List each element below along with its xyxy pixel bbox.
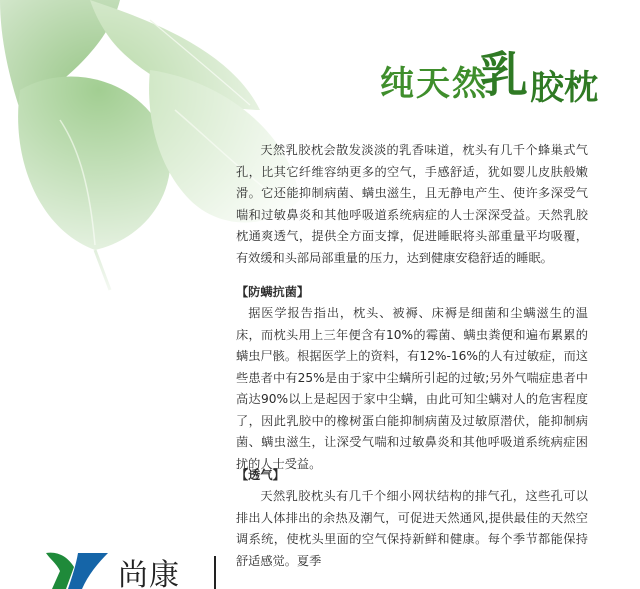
section-heading-mite: 【防螨抗菌】 <box>236 285 310 299</box>
brand-logo-text: 尚康 <box>118 558 180 589</box>
title-part1: 纯天然 <box>380 64 488 104</box>
section-body-mite: 据医学报告指出，枕头、被褥、床褥是细菌和尘螨滋生的温床，而枕头用上三年便含有10%的霉菌、螨虫粪便和遍布累累的螨虫尸骸。根据医学上的资料，有12%-16%的人有过敏症，而这些患者中有25%是由于家中尘螨所引起的过敏;另外气喘症患者中高达90%以上是起因于家中尘螨，由此可知尘螨对人的危害程度了，因此乳胶中的橡树蛋白能抑制病菌及过敏原潜伏，能抑制病菌、螨虫滋生，让深受气喘和过敏鼻炎和其他呼吸道系统病症困扰的人士受益。 <box>236 306 588 471</box>
section-heading-air: 【透气】 <box>236 468 285 482</box>
title-part2: 乳 <box>480 47 529 103</box>
product-title <box>380 30 620 120</box>
section-body-air: 天然乳胶枕头有几千个细小网状结构的排气孔，这些孔可以排出人体排出的余热及潮气，可促进天然通风,提供最佳的天然空调系统，使枕头里面的空气保持新鲜和健康。每个季节都能保持舒适感觉。夏季 <box>236 489 588 568</box>
logo-divider <box>214 556 216 589</box>
title-part3: 胶枕 <box>530 68 598 108</box>
intro-paragraph: 天然乳胶枕会散发淡淡的乳香味道，枕头有几千个蜂巢式气孔，比其它纤维容纳更多的空气，手感舒适，犹如婴儿皮肤般嫩滑。它还能抑制病菌、螨虫滋生，且无静电产生、使许多深受气喘和过敏鼻炎和其他呼吸道系统病症的人士深深受益。天然乳胶枕通爽透气，提供全方面支撑，促进睡眠将头部重量平均吸覆，有效缓和头部局部重量的压力，达到健康安稳舒适的睡眠。 <box>236 143 588 265</box>
